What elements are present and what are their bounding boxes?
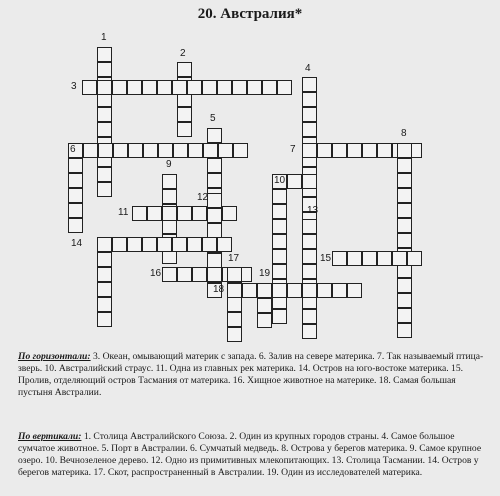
crossword-cell[interactable] <box>222 206 237 221</box>
crossword-cell[interactable] <box>177 107 192 122</box>
crossword-cell[interactable] <box>97 107 112 122</box>
down-heading: По вертикали: <box>18 431 82 442</box>
crossword-cell[interactable] <box>177 122 192 137</box>
crossword-cell[interactable] <box>392 251 407 266</box>
clue-number-13: 13 <box>307 205 319 216</box>
crossword-cell[interactable] <box>162 174 177 189</box>
crossword-cell[interactable] <box>362 143 377 158</box>
crossword-cell[interactable] <box>112 237 127 252</box>
crossword-cell[interactable] <box>97 122 112 137</box>
crossword-cell[interactable] <box>302 324 317 339</box>
crossword-cell[interactable] <box>162 219 177 234</box>
crossword-cell[interactable] <box>272 249 287 264</box>
crossword-cell[interactable] <box>272 204 287 219</box>
crossword-cell[interactable] <box>287 283 302 298</box>
crossword-cell[interactable] <box>302 92 317 107</box>
clue-number-5: 5 <box>210 113 216 124</box>
crossword-cell[interactable] <box>257 313 272 328</box>
clue-number-7: 7 <box>290 144 296 155</box>
crossword-cell[interactable] <box>317 143 332 158</box>
clue-number-9: 9 <box>166 159 172 170</box>
crossword-cell[interactable] <box>233 143 248 158</box>
crossword-cell[interactable] <box>157 237 172 252</box>
crossword-cell[interactable] <box>362 251 377 266</box>
crossword-cell[interactable] <box>332 143 347 158</box>
crossword-cell[interactable] <box>172 237 187 252</box>
crossword-cell[interactable] <box>132 206 147 221</box>
crossword-cell[interactable] <box>272 309 287 324</box>
crossword-cell[interactable] <box>172 80 187 95</box>
clue-number-3: 3 <box>71 81 77 92</box>
clues-across <box>18 351 488 399</box>
crossword-cell[interactable] <box>98 143 113 158</box>
crossword-cell[interactable] <box>142 237 157 252</box>
crossword-cell[interactable] <box>68 188 83 203</box>
crossword-cell[interactable] <box>397 278 412 293</box>
crossword-cell[interactable] <box>272 189 287 204</box>
clue-number-16: 16 <box>150 268 162 279</box>
crossword-cell[interactable] <box>262 80 277 95</box>
crossword-cell[interactable] <box>97 297 112 312</box>
crossword-cell[interactable] <box>83 143 98 158</box>
crossword-cell[interactable] <box>97 182 112 197</box>
crossword-cell[interactable] <box>302 283 317 298</box>
crossword-cell[interactable] <box>247 80 262 95</box>
crossword-cell[interactable] <box>187 237 202 252</box>
crossword-cell[interactable] <box>187 80 202 95</box>
crossword-cell[interactable] <box>397 218 412 233</box>
clue-number-17: 17 <box>228 253 240 264</box>
crossword-cell[interactable] <box>207 267 222 282</box>
crossword-cell[interactable] <box>257 283 272 298</box>
clue-number-11: 11 <box>118 207 129 218</box>
crossword-cell[interactable] <box>207 208 222 223</box>
clue-number-2: 2 <box>180 48 186 59</box>
clue-number-19: 19 <box>259 268 271 279</box>
crossword-cell[interactable] <box>177 62 192 77</box>
crossword-cell[interactable] <box>192 267 207 282</box>
crossword-cell[interactable] <box>287 174 302 189</box>
crossword-cell[interactable] <box>272 283 287 298</box>
crossword-cell[interactable] <box>232 80 247 95</box>
across-text: 3. Океан, омывающий материк с запада. 6. Залив на севере материка. 7. Так называемый птица-зверь. 10. Австралийский страус. 11. Одна из главных рек материка. 14. Остров на юго-востоке материка. 15. Пролив, отделяющий остров Тасмания от материка. 16. Хищное животное на материке. 18. Самая большая пустыня Австралии. <box>18 351 484 398</box>
crossword-cell[interactable] <box>162 267 177 282</box>
crossword-cell[interactable] <box>162 206 177 221</box>
crossword-cell[interactable] <box>397 293 412 308</box>
crossword-cell[interactable] <box>158 143 173 158</box>
crossword-cell[interactable] <box>347 283 362 298</box>
crossword-cell[interactable] <box>332 251 347 266</box>
crossword-cell[interactable] <box>157 80 172 95</box>
crossword-cell[interactable] <box>202 80 217 95</box>
page-title: 20. Австралия* <box>197 6 303 22</box>
crossword-cell[interactable] <box>68 218 83 233</box>
clue-number-4: 4 <box>305 63 311 74</box>
crossword-cell[interactable] <box>227 297 242 312</box>
crossword-cell[interactable] <box>162 189 177 204</box>
crossword-cell[interactable] <box>302 174 317 189</box>
crossword-cell[interactable] <box>97 80 112 95</box>
crossword-cell[interactable] <box>68 173 83 188</box>
crossword-cell[interactable] <box>147 206 162 221</box>
crossword-cell[interactable] <box>227 283 242 298</box>
crossword-cell[interactable] <box>377 251 392 266</box>
crossword-cell[interactable] <box>207 193 222 208</box>
crossword-cell[interactable] <box>217 237 232 252</box>
clue-number-15: 15 <box>320 253 332 264</box>
crossword-cell[interactable] <box>397 143 412 158</box>
crossword-cell[interactable] <box>397 173 412 188</box>
crossword-cell[interactable] <box>227 327 242 342</box>
crossword-cell[interactable] <box>272 234 287 249</box>
crossword-cell[interactable] <box>242 283 257 298</box>
crossword-cell[interactable] <box>142 80 157 95</box>
crossword-cell[interactable] <box>317 283 332 298</box>
crossword-cell[interactable] <box>68 158 83 173</box>
crossword-cell[interactable] <box>397 323 412 338</box>
crossword-cell[interactable] <box>202 237 217 252</box>
crossword-cell[interactable] <box>207 173 222 188</box>
crossword-cell[interactable] <box>302 264 317 279</box>
crossword-cell[interactable] <box>397 203 412 218</box>
across-heading: По горизонтали: <box>18 351 91 362</box>
clue-number-12: 12 <box>197 192 209 203</box>
crossword-cell[interactable] <box>207 223 222 238</box>
crossword-cell[interactable] <box>188 143 203 158</box>
crossword-cell[interactable] <box>97 47 112 62</box>
crossword-cell[interactable] <box>203 143 218 158</box>
crossword-cell[interactable] <box>302 234 317 249</box>
crossword-cell[interactable] <box>112 80 127 95</box>
crossword-cell[interactable] <box>207 253 222 268</box>
crossword-cell[interactable] <box>407 251 422 266</box>
crossword-cell[interactable] <box>302 219 317 234</box>
crossword-cell[interactable] <box>272 264 287 279</box>
crossword-cell[interactable] <box>272 219 287 234</box>
crossword-cell[interactable] <box>257 298 272 313</box>
crossword-cell[interactable] <box>397 188 412 203</box>
clue-number-8: 8 <box>401 128 407 139</box>
crossword-cell[interactable] <box>347 143 362 158</box>
crossword-cell[interactable] <box>332 283 347 298</box>
clue-number-1: 1 <box>101 32 107 43</box>
crossword-cell[interactable] <box>217 80 232 95</box>
crossword-cell[interactable] <box>128 143 143 158</box>
crossword-cell[interactable] <box>97 237 112 252</box>
crossword-cell[interactable] <box>207 128 222 143</box>
crossword-cell[interactable] <box>218 143 233 158</box>
crossword-cell[interactable] <box>302 249 317 264</box>
clue-number-10: 10 <box>274 175 286 186</box>
clue-number-6: 6 <box>70 144 76 155</box>
crossword-cell[interactable] <box>113 143 128 158</box>
crossword-cell[interactable] <box>82 80 97 95</box>
crossword-cell[interactable] <box>227 312 242 327</box>
crossword-cell[interactable] <box>397 308 412 323</box>
crossword-cell[interactable] <box>302 122 317 137</box>
crossword-cell[interactable] <box>377 143 392 158</box>
clue-number-14: 14 <box>71 238 83 249</box>
crossword-cell[interactable] <box>207 158 222 173</box>
crossword-cell[interactable] <box>97 282 112 297</box>
clues-down <box>18 431 488 479</box>
crossword-cell[interactable] <box>143 143 158 158</box>
crossword-cell[interactable] <box>173 143 188 158</box>
crossword-cell[interactable] <box>277 80 292 95</box>
down-text: 1. Столица Австралийского Союза. 2. Один из крупных городов страны. 4. Самое большое сумчатое животное. 5. Порт в Австралии. 6. Сумчатый медведь. 8. Острова у берегов материка. 9. Самое крупное озеро. 10. Вечнозеленое дерево. 12. Одно из примитивных млекопитающих. 13. Столица Тасмании. 14. Остров у берегов материка. 17. Скот, распространенный в Австралии. 19. Один из исследователей материка. <box>18 431 482 478</box>
crossword-cell[interactable] <box>177 267 192 282</box>
crossword-cell[interactable] <box>397 158 412 173</box>
crossword-cell[interactable] <box>302 309 317 324</box>
crossword-cell[interactable] <box>97 62 112 77</box>
crossword-cell[interactable] <box>302 143 317 158</box>
crossword-cell[interactable] <box>397 233 412 248</box>
crossword-cell[interactable] <box>347 251 362 266</box>
crossword-cell[interactable] <box>97 267 112 282</box>
crossword-cell[interactable] <box>97 252 112 267</box>
crossword-cell[interactable] <box>68 203 83 218</box>
clue-number-18: 18 <box>213 284 225 295</box>
crossword-cell[interactable] <box>127 80 142 95</box>
crossword-cell[interactable] <box>97 167 112 182</box>
crossword-cell[interactable] <box>302 77 317 92</box>
crossword-cell[interactable] <box>127 237 142 252</box>
crossword-cell[interactable] <box>97 312 112 327</box>
crossword-cell[interactable] <box>227 267 242 282</box>
crossword-cell[interactable] <box>192 206 207 221</box>
crossword-cell[interactable] <box>302 107 317 122</box>
crossword-cell[interactable] <box>177 206 192 221</box>
